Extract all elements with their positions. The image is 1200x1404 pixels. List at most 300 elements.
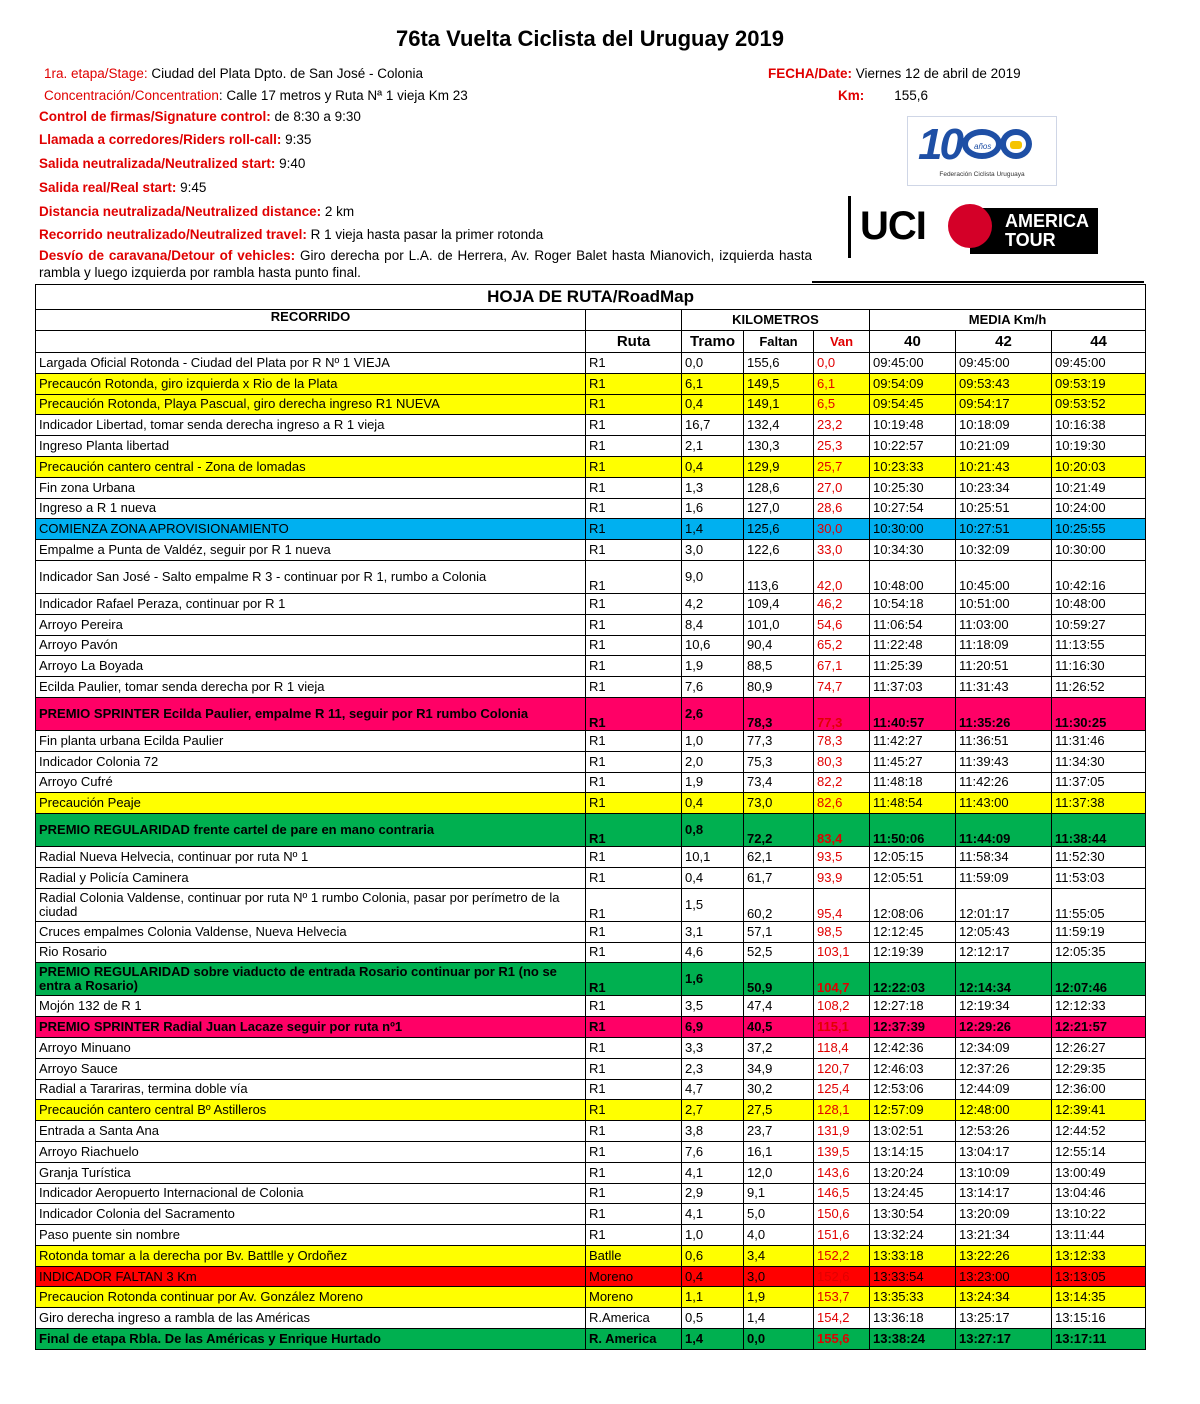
row-van: 93,9 bbox=[814, 867, 870, 888]
row-ruta: R1 bbox=[586, 456, 682, 477]
table-row bbox=[36, 942, 1146, 963]
logo-divider bbox=[848, 196, 851, 258]
faltan-header: Faltan bbox=[744, 331, 814, 353]
van-header: Van bbox=[814, 331, 870, 353]
row-description: Arroyo Pereira bbox=[36, 614, 586, 635]
row-van: 6,1 bbox=[814, 373, 870, 394]
row-time-44: 12:29:35 bbox=[1052, 1058, 1146, 1079]
row-tramo: 1,4 bbox=[682, 1329, 744, 1350]
row-faltan: 30,2 bbox=[744, 1079, 814, 1100]
row-time-44: 11:37:38 bbox=[1052, 793, 1146, 814]
row-description: Mojón 132 de R 1 bbox=[36, 996, 586, 1017]
row-time-44: 09:53:19 bbox=[1052, 373, 1146, 394]
row-tramo: 0,4 bbox=[682, 394, 744, 415]
row-description: PREMIO SPRINTER Radial Juan Lacaze seguir por ruta nº1 bbox=[36, 1017, 586, 1038]
row-description: Indicador Colonia del Sacramento bbox=[36, 1204, 586, 1225]
page-title: 76ta Vuelta Ciclista del Uruguay 2019 bbox=[395, 26, 785, 51]
table-row bbox=[36, 1162, 1146, 1183]
row-time-44: 11:16:30 bbox=[1052, 656, 1146, 677]
row-tramo: 1,1 bbox=[682, 1287, 744, 1308]
table-row bbox=[36, 793, 1146, 814]
row-ruta: R1 bbox=[586, 942, 682, 963]
row-faltan: 125,6 bbox=[744, 519, 814, 540]
row-tramo: 1,9 bbox=[682, 772, 744, 793]
row-time-40: 13:20:24 bbox=[870, 1162, 956, 1183]
row-time-40: 12:05:15 bbox=[870, 847, 956, 868]
row-description: Indicador San José - Salto empalme R 3 - continuar por R 1, rumbo a Colonia bbox=[36, 560, 586, 593]
row-time-44: 10:30:00 bbox=[1052, 540, 1146, 561]
row-ruta: R1 bbox=[586, 1162, 682, 1183]
table-row bbox=[36, 436, 1146, 457]
row-time-42: 11:59:09 bbox=[956, 867, 1052, 888]
row-van: 125,4 bbox=[814, 1079, 870, 1100]
table-row bbox=[36, 1100, 1146, 1121]
row-van: 46,2 bbox=[814, 593, 870, 614]
row-ruta: Moreno bbox=[586, 1287, 682, 1308]
table-row bbox=[36, 1141, 1146, 1162]
table-row bbox=[36, 1037, 1146, 1058]
row-tramo: 2,0 bbox=[682, 751, 744, 772]
rollcall-line bbox=[39, 132, 311, 147]
neutral-start-label: Salida neutralizada/Neutralized start: bbox=[39, 156, 276, 171]
row-time-40: 11:22:48 bbox=[870, 635, 956, 656]
row-van: 143,6 bbox=[814, 1162, 870, 1183]
row-time-40: 13:30:54 bbox=[870, 1204, 956, 1225]
row-faltan: 37,2 bbox=[744, 1037, 814, 1058]
row-time-40: 12:42:36 bbox=[870, 1037, 956, 1058]
row-tramo: 4,1 bbox=[682, 1204, 744, 1225]
row-tramo: 0,8 bbox=[682, 814, 744, 847]
table-row bbox=[36, 477, 1146, 498]
row-ruta: R1 bbox=[586, 814, 682, 847]
row-ruta: R1 bbox=[586, 697, 682, 730]
row-time-44: 13:13:05 bbox=[1052, 1266, 1146, 1287]
media-header: MEDIA Km/h bbox=[870, 310, 1146, 331]
row-tramo: 0,0 bbox=[682, 353, 744, 374]
row-time-40: 09:54:09 bbox=[870, 373, 956, 394]
row-tramo: 7,6 bbox=[682, 1141, 744, 1162]
kilometros-header: KILOMETROS bbox=[682, 310, 870, 331]
row-description: Precaución cantero central Bº Astilleros bbox=[36, 1100, 586, 1121]
row-faltan: 75,3 bbox=[744, 751, 814, 772]
date-line bbox=[768, 66, 1021, 81]
row-time-42: 12:44:09 bbox=[956, 1079, 1052, 1100]
row-description: Precaucion Rotonda continuar por Av. González Moreno bbox=[36, 1287, 586, 1308]
roadmap-table bbox=[35, 284, 1146, 1350]
row-van: 23,2 bbox=[814, 415, 870, 436]
row-faltan: 40,5 bbox=[744, 1017, 814, 1038]
row-faltan: 5,0 bbox=[744, 1204, 814, 1225]
neutral-distance-line bbox=[39, 204, 354, 219]
km-value: 155,6 bbox=[894, 88, 929, 103]
row-tramo: 1,3 bbox=[682, 477, 744, 498]
row-time-44: 10:19:30 bbox=[1052, 436, 1146, 457]
row-time-44: 12:44:52 bbox=[1052, 1121, 1146, 1142]
row-description: Indicador Libertad, tomar senda derecha ingreso a R 1 vieja bbox=[36, 415, 586, 436]
table-row bbox=[36, 1287, 1146, 1308]
row-tramo: 6,9 bbox=[682, 1017, 744, 1038]
row-tramo: 4,6 bbox=[682, 942, 744, 963]
row-description: Granja Turística bbox=[36, 1162, 586, 1183]
row-time-42: 13:20:09 bbox=[956, 1204, 1052, 1225]
row-time-44: 11:38:44 bbox=[1052, 814, 1146, 847]
row-tramo: 3,1 bbox=[682, 921, 744, 942]
table-row bbox=[36, 656, 1146, 677]
row-tramo: 2,7 bbox=[682, 1100, 744, 1121]
row-time-44: 11:26:52 bbox=[1052, 677, 1146, 698]
row-description: Precaución Peaje bbox=[36, 793, 586, 814]
row-time-44: 10:20:03 bbox=[1052, 456, 1146, 477]
row-time-44: 11:53:03 bbox=[1052, 867, 1146, 888]
table-row bbox=[36, 677, 1146, 698]
rollcall-value: 9:35 bbox=[285, 132, 312, 147]
row-van: 27,0 bbox=[814, 477, 870, 498]
table-row bbox=[36, 540, 1146, 561]
row-van: 98,5 bbox=[814, 921, 870, 942]
row-time-40: 12:27:18 bbox=[870, 996, 956, 1017]
date-value: Viernes 12 de abril de 2019 bbox=[855, 66, 1021, 81]
stage-label: 1ra. etapa/Stage: bbox=[44, 66, 148, 81]
row-time-44: 12:36:00 bbox=[1052, 1079, 1146, 1100]
row-time-40: 12:53:06 bbox=[870, 1079, 956, 1100]
speed-40-header: 40 bbox=[870, 331, 956, 353]
row-van: 131,9 bbox=[814, 1121, 870, 1142]
row-time-44: 10:24:00 bbox=[1052, 498, 1146, 519]
row-time-42: 13:24:34 bbox=[956, 1287, 1052, 1308]
table-row bbox=[36, 560, 1146, 593]
row-time-40: 11:45:27 bbox=[870, 751, 956, 772]
row-time-40: 13:02:51 bbox=[870, 1121, 956, 1142]
table-row bbox=[36, 1204, 1146, 1225]
row-time-42: 10:45:00 bbox=[956, 560, 1052, 593]
row-ruta: R1 bbox=[586, 963, 682, 996]
row-faltan: 149,1 bbox=[744, 394, 814, 415]
table-row bbox=[36, 996, 1146, 1017]
row-ruta: R1 bbox=[586, 498, 682, 519]
row-faltan: 16,1 bbox=[744, 1141, 814, 1162]
row-time-42: 13:14:17 bbox=[956, 1183, 1052, 1204]
row-time-42: 12:53:26 bbox=[956, 1121, 1052, 1142]
row-time-42: 13:27:17 bbox=[956, 1329, 1052, 1350]
speed-42-header: 42 bbox=[956, 331, 1052, 353]
row-van: 42,0 bbox=[814, 560, 870, 593]
uci-red-circle-icon bbox=[948, 204, 992, 248]
concentration-line bbox=[44, 88, 468, 103]
row-faltan: 52,5 bbox=[744, 942, 814, 963]
row-description: Indicador Colonia 72 bbox=[36, 751, 586, 772]
row-time-42: 11:39:43 bbox=[956, 751, 1052, 772]
row-time-40: 11:06:54 bbox=[870, 614, 956, 635]
row-description: Giro derecha ingreso a rambla de las Américas bbox=[36, 1308, 586, 1329]
row-time-40: 10:19:48 bbox=[870, 415, 956, 436]
table-row bbox=[36, 1079, 1146, 1100]
row-description: Empalme a Punta de Valdéz, seguir por R 1 nueva bbox=[36, 540, 586, 561]
uci-wordmark: UCI bbox=[860, 204, 926, 248]
row-time-44: 10:42:16 bbox=[1052, 560, 1146, 593]
row-description: COMIENZA ZONA APROVISIONAMIENTO bbox=[36, 519, 586, 540]
row-time-40: 12:08:06 bbox=[870, 888, 956, 921]
row-van: 155,6 bbox=[814, 1329, 870, 1350]
row-van: 95,4 bbox=[814, 888, 870, 921]
row-time-40: 12:57:09 bbox=[870, 1100, 956, 1121]
row-time-40: 10:27:54 bbox=[870, 498, 956, 519]
row-ruta: R1 bbox=[586, 751, 682, 772]
table-row bbox=[36, 373, 1146, 394]
row-time-44: 11:52:30 bbox=[1052, 847, 1146, 868]
row-time-44: 10:21:49 bbox=[1052, 477, 1146, 498]
km-label: Km: bbox=[838, 88, 865, 103]
row-tramo: 2,3 bbox=[682, 1058, 744, 1079]
row-ruta: R1 bbox=[586, 1183, 682, 1204]
row-tramo: 1,9 bbox=[682, 656, 744, 677]
row-tramo: 8,4 bbox=[682, 614, 744, 635]
detour-value: Giro derecha por L.A. de Herrera, Av. Roger Balet hasta Mianovich, izquierda hasta rambla y luego izquierda por rambla hasta punto final. bbox=[39, 248, 812, 280]
row-description: Largada Oficial Rotonda - Ciudad del Plata por R Nº 1 VIEJA bbox=[36, 353, 586, 374]
row-time-42: 11:43:00 bbox=[956, 793, 1052, 814]
row-van: 152,6 bbox=[814, 1266, 870, 1287]
row-ruta: R1 bbox=[586, 1100, 682, 1121]
row-van: 82,6 bbox=[814, 793, 870, 814]
row-time-42: 13:10:09 bbox=[956, 1162, 1052, 1183]
row-ruta: R1 bbox=[586, 847, 682, 868]
row-tramo: 1,4 bbox=[682, 519, 744, 540]
row-time-42: 13:22:26 bbox=[956, 1245, 1052, 1266]
row-time-42: 10:21:09 bbox=[956, 436, 1052, 457]
row-time-40: 12:12:45 bbox=[870, 921, 956, 942]
row-time-40: 13:24:45 bbox=[870, 1183, 956, 1204]
row-faltan: 61,7 bbox=[744, 867, 814, 888]
row-faltan: 113,6 bbox=[744, 560, 814, 593]
row-ruta: R1 bbox=[586, 1017, 682, 1038]
row-ruta: R1 bbox=[586, 1058, 682, 1079]
row-description: Radial y Policía Caminera bbox=[36, 867, 586, 888]
row-tramo: 1,0 bbox=[682, 1225, 744, 1246]
row-time-42: 10:27:51 bbox=[956, 519, 1052, 540]
row-van: 28,6 bbox=[814, 498, 870, 519]
table-row bbox=[36, 456, 1146, 477]
row-ruta: R1 bbox=[586, 867, 682, 888]
row-van: 67,1 bbox=[814, 656, 870, 677]
row-time-44: 12:12:33 bbox=[1052, 996, 1146, 1017]
row-tramo: 0,5 bbox=[682, 1308, 744, 1329]
signature-line bbox=[39, 109, 361, 124]
row-time-42: 09:53:43 bbox=[956, 373, 1052, 394]
row-ruta: R1 bbox=[586, 353, 682, 374]
row-van: 30,0 bbox=[814, 519, 870, 540]
row-description: Arroyo La Boyada bbox=[36, 656, 586, 677]
row-ruta: R1 bbox=[586, 635, 682, 656]
row-faltan: 1,4 bbox=[744, 1308, 814, 1329]
row-tramo: 10,1 bbox=[682, 847, 744, 868]
row-van: 82,2 bbox=[814, 772, 870, 793]
row-ruta: R1 bbox=[586, 614, 682, 635]
row-description: PREMIO REGULARIDAD sobre viaducto de entrada Rosario continuar por R1 (no se entra a Rosario) bbox=[36, 963, 586, 996]
row-time-42: 12:29:26 bbox=[956, 1017, 1052, 1038]
row-tramo: 0,4 bbox=[682, 793, 744, 814]
table-row bbox=[36, 614, 1146, 635]
row-van: 74,7 bbox=[814, 677, 870, 698]
row-time-42: 11:35:26 bbox=[956, 697, 1052, 730]
row-time-44: 11:34:30 bbox=[1052, 751, 1146, 772]
row-time-40: 13:33:54 bbox=[870, 1266, 956, 1287]
row-time-44: 11:31:46 bbox=[1052, 730, 1146, 751]
row-time-44: 12:21:57 bbox=[1052, 1017, 1146, 1038]
table-row bbox=[36, 394, 1146, 415]
row-time-42: 10:21:43 bbox=[956, 456, 1052, 477]
row-time-42: 11:03:00 bbox=[956, 614, 1052, 635]
row-time-40: 12:05:51 bbox=[870, 867, 956, 888]
row-time-44: 10:48:00 bbox=[1052, 593, 1146, 614]
real-start-label: Salida real/Real start: bbox=[39, 180, 177, 195]
row-time-42: 12:12:17 bbox=[956, 942, 1052, 963]
row-time-42: 09:54:17 bbox=[956, 394, 1052, 415]
row-time-44: 13:17:11 bbox=[1052, 1329, 1146, 1350]
neutral-distance-label: Distancia neutralizada/Neutralized distance: bbox=[39, 204, 322, 219]
row-ruta: R1 bbox=[586, 560, 682, 593]
row-van: 120,7 bbox=[814, 1058, 870, 1079]
row-faltan: 127,0 bbox=[744, 498, 814, 519]
row-faltan: 27,5 bbox=[744, 1100, 814, 1121]
row-description: Rotonda tomar a la derecha por Bv. Battlle y Ordoñez bbox=[36, 1245, 586, 1266]
table-row bbox=[36, 867, 1146, 888]
neutral-start-line bbox=[39, 156, 305, 171]
row-description: Radial a Tarariras, termina doble vía bbox=[36, 1079, 586, 1100]
row-van: 154,2 bbox=[814, 1308, 870, 1329]
row-van: 93,5 bbox=[814, 847, 870, 868]
row-van: 139,5 bbox=[814, 1141, 870, 1162]
row-time-42: 12:34:09 bbox=[956, 1037, 1052, 1058]
row-time-40: 10:48:00 bbox=[870, 560, 956, 593]
row-ruta: R. America bbox=[586, 1329, 682, 1350]
row-van: 152,2 bbox=[814, 1245, 870, 1266]
row-time-44: 13:15:16 bbox=[1052, 1308, 1146, 1329]
row-faltan: 88,5 bbox=[744, 656, 814, 677]
row-ruta: R1 bbox=[586, 519, 682, 540]
row-faltan: 3,4 bbox=[744, 1245, 814, 1266]
row-ruta: R1 bbox=[586, 730, 682, 751]
row-van: 25,3 bbox=[814, 436, 870, 457]
row-time-40: 09:54:45 bbox=[870, 394, 956, 415]
row-time-42: 12:01:17 bbox=[956, 888, 1052, 921]
row-time-42: 12:48:00 bbox=[956, 1100, 1052, 1121]
table-row bbox=[36, 847, 1146, 868]
row-description: Precaucón Rotonda, giro izquierda x Rio de la Plata bbox=[36, 373, 586, 394]
row-description: Ecilda Paulier, tomar senda derecha por R 1 vieja bbox=[36, 677, 586, 698]
row-description: Ingreso Planta libertad bbox=[36, 436, 586, 457]
table-row bbox=[36, 1121, 1146, 1142]
row-ruta: R1 bbox=[586, 996, 682, 1017]
table-row bbox=[36, 1245, 1146, 1266]
row-van: 6,5 bbox=[814, 394, 870, 415]
row-time-40: 11:40:57 bbox=[870, 697, 956, 730]
row-time-44: 13:14:35 bbox=[1052, 1287, 1146, 1308]
row-time-40: 13:32:24 bbox=[870, 1225, 956, 1246]
row-faltan: 101,0 bbox=[744, 614, 814, 635]
row-time-42: 13:23:00 bbox=[956, 1266, 1052, 1287]
row-faltan: 60,2 bbox=[744, 888, 814, 921]
row-faltan: 80,9 bbox=[744, 677, 814, 698]
row-faltan: 62,1 bbox=[744, 847, 814, 868]
table-row bbox=[36, 751, 1146, 772]
row-tramo: 0,4 bbox=[682, 456, 744, 477]
row-time-40: 10:34:30 bbox=[870, 540, 956, 561]
row-description: Precaución Rotonda, Playa Pascual, giro derecha ingreso R1 NUEVA bbox=[36, 394, 586, 415]
row-time-42: 11:18:09 bbox=[956, 635, 1052, 656]
row-time-42: 13:21:34 bbox=[956, 1225, 1052, 1246]
row-faltan: 12,0 bbox=[744, 1162, 814, 1183]
uci-america-tour-logo bbox=[848, 196, 1098, 258]
row-time-44: 11:13:55 bbox=[1052, 635, 1146, 656]
row-van: 153,7 bbox=[814, 1287, 870, 1308]
row-tramo: 3,3 bbox=[682, 1037, 744, 1058]
row-tramo: 2,6 bbox=[682, 697, 744, 730]
row-description: Rio Rosario bbox=[36, 942, 586, 963]
row-faltan: 109,4 bbox=[744, 593, 814, 614]
row-faltan: 128,6 bbox=[744, 477, 814, 498]
table-row bbox=[36, 519, 1146, 540]
row-time-44: 12:26:27 bbox=[1052, 1037, 1146, 1058]
row-tramo: 3,8 bbox=[682, 1121, 744, 1142]
row-van: 146,5 bbox=[814, 1183, 870, 1204]
real-start-line bbox=[39, 180, 206, 195]
row-faltan: 122,6 bbox=[744, 540, 814, 561]
row-ruta: R1 bbox=[586, 394, 682, 415]
row-description: PREMIO REGULARIDAD frente cartel de pare en mano contraria bbox=[36, 814, 586, 847]
row-time-40: 13:38:24 bbox=[870, 1329, 956, 1350]
row-van: 104,7 bbox=[814, 963, 870, 996]
row-ruta: R1 bbox=[586, 415, 682, 436]
row-ruta: R1 bbox=[586, 793, 682, 814]
row-ruta: R1 bbox=[586, 477, 682, 498]
row-ruta: R1 bbox=[586, 656, 682, 677]
neutral-travel-line bbox=[39, 227, 543, 242]
row-tramo: 4,7 bbox=[682, 1079, 744, 1100]
row-time-42: 10:23:34 bbox=[956, 477, 1052, 498]
row-ruta: R1 bbox=[586, 1121, 682, 1142]
row-ruta: Moreno bbox=[586, 1266, 682, 1287]
row-time-40: 10:54:18 bbox=[870, 593, 956, 614]
table-row bbox=[36, 888, 1146, 921]
row-time-44: 11:55:05 bbox=[1052, 888, 1146, 921]
row-time-40: 10:23:33 bbox=[870, 456, 956, 477]
row-time-40: 11:48:18 bbox=[870, 772, 956, 793]
row-time-42: 11:58:34 bbox=[956, 847, 1052, 868]
table-row bbox=[36, 1017, 1146, 1038]
row-time-40: 10:30:00 bbox=[870, 519, 956, 540]
neutral-travel-label: Recorrido neutralizado/Neutralized travel: bbox=[39, 227, 307, 242]
row-tramo: 1,6 bbox=[682, 963, 744, 996]
table-row bbox=[36, 1266, 1146, 1287]
row-van: 0,0 bbox=[814, 353, 870, 374]
detour-paragraph bbox=[39, 247, 812, 281]
row-tramo: 3,5 bbox=[682, 996, 744, 1017]
row-time-44: 12:05:35 bbox=[1052, 942, 1146, 963]
detour-label: Desvío de caravana/Detour of vehicles: bbox=[39, 248, 296, 263]
row-time-44: 11:59:19 bbox=[1052, 921, 1146, 942]
row-time-44: 11:37:05 bbox=[1052, 772, 1146, 793]
row-description: Arroyo Minuano bbox=[36, 1037, 586, 1058]
fcu-logo-number: 10 bbox=[918, 120, 961, 169]
ruta-header: Ruta bbox=[586, 331, 682, 353]
row-ruta: R1 bbox=[586, 921, 682, 942]
row-faltan: 4,0 bbox=[744, 1225, 814, 1246]
table-row bbox=[36, 697, 1146, 730]
table-row bbox=[36, 772, 1146, 793]
row-time-42: 10:51:00 bbox=[956, 593, 1052, 614]
row-time-40: 12:37:39 bbox=[870, 1017, 956, 1038]
row-time-40: 12:46:03 bbox=[870, 1058, 956, 1079]
concentration-label: Concentración/Concentration bbox=[44, 88, 219, 103]
